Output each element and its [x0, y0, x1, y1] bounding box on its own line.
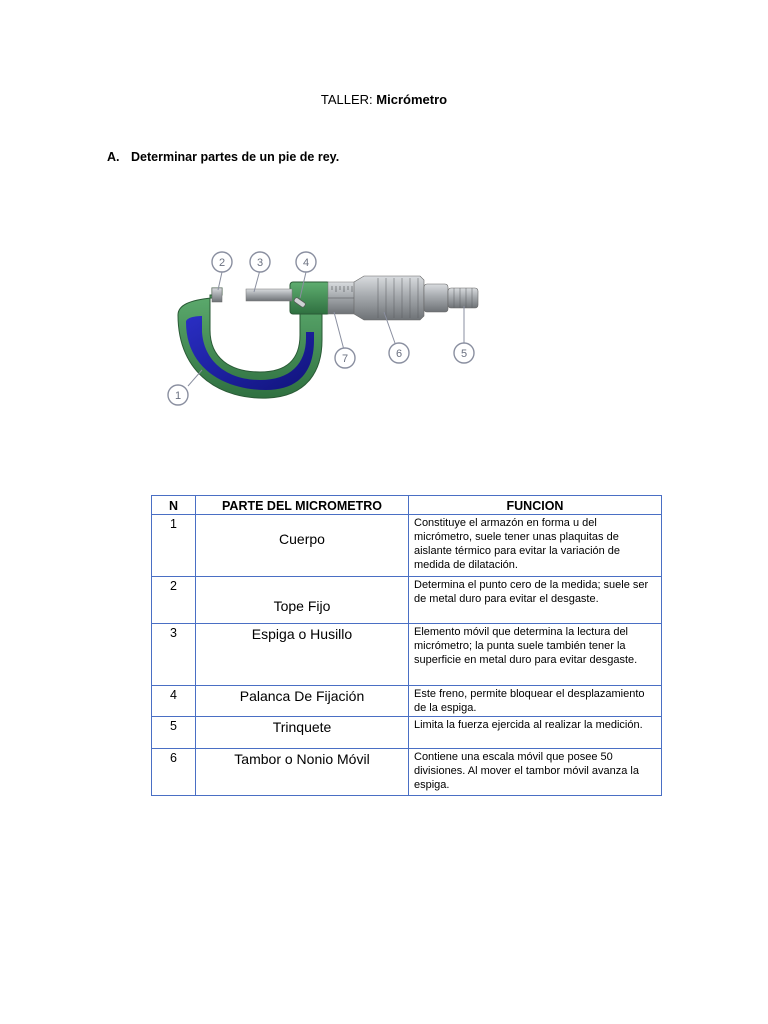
row-number: 3 — [152, 624, 196, 686]
callout-7-label: 7 — [341, 353, 349, 365]
row-part — [196, 515, 409, 577]
anvil — [212, 288, 222, 302]
callout-2 — [212, 252, 232, 272]
parts-table — [151, 495, 662, 796]
header-function: FUNCION — [409, 496, 662, 515]
row-part-label: Palanca De Fijación — [239, 688, 365, 704]
table-row — [152, 624, 662, 686]
table-row — [152, 686, 662, 717]
row-part — [196, 577, 409, 624]
header-part: PARTE DEL MICROMETRO — [196, 496, 409, 515]
row-part-label: Trinquete — [272, 719, 332, 735]
section-heading — [107, 150, 339, 164]
ratchet — [424, 284, 478, 312]
table-row — [152, 515, 662, 577]
row-part — [196, 624, 409, 686]
callout-1-label: 1 — [174, 390, 182, 402]
callout-2-label: 2 — [218, 257, 226, 269]
row-function: Elemento móvil que determina la lectura del micrómetro; la punta suele también tener la superficie en metal duro para evitar desgaste. — [409, 624, 662, 686]
row-part-label: Tope Fijo — [273, 598, 331, 614]
section-heading-text: Determinar partes de un pie de rey. — [131, 150, 340, 164]
callout-6 — [389, 343, 409, 363]
row-part — [196, 749, 409, 796]
table-row — [152, 749, 662, 796]
row-number: 1 — [152, 515, 196, 577]
callout-5 — [454, 343, 474, 363]
callout-5-label: 5 — [460, 348, 468, 360]
section-number: A. — [107, 150, 120, 164]
callout-4-label: 4 — [302, 257, 310, 269]
table-header-row — [152, 496, 662, 515]
spindle — [246, 289, 292, 301]
title-prefix: TALLER: — [320, 92, 373, 107]
row-part-label: Tambor o Nonio Móvil — [234, 751, 370, 767]
row-part — [196, 686, 409, 717]
row-function: Constituye el armazón en forma u del micrómetro, suele tener unas plaquitas de aislante térmico para evitar la variación de medida de dilatación. — [409, 515, 662, 577]
callout-1 — [168, 385, 188, 405]
row-part-label: Espiga o Husillo — [251, 626, 353, 642]
row-function: Limita la fuerza ejercida al realizar la medición. — [409, 717, 662, 749]
row-part-label: Cuerpo — [279, 531, 325, 547]
table-row — [152, 717, 662, 749]
callout-6-label: 6 — [395, 348, 403, 360]
row-number: 4 — [152, 686, 196, 717]
document-title — [0, 92, 768, 107]
row-part — [196, 717, 409, 749]
row-number: 5 — [152, 717, 196, 749]
callout-7 — [335, 348, 355, 368]
row-function: Determina el punto cero de la medida; suele ser de metal duro para evitar el desgaste. — [409, 577, 662, 624]
row-function: Contiene una escala móvil que posee 50 divisiones. Al mover el tambor móvil avanza la espiga. — [409, 749, 662, 796]
title-text: Micrómetro — [376, 92, 448, 107]
callout-4 — [296, 252, 316, 272]
callout-3 — [250, 252, 270, 272]
table-row — [152, 577, 662, 624]
row-function: Este freno, permite bloquear el desplazamiento de la espiga. — [409, 686, 662, 717]
micrometer-illustration — [150, 240, 490, 415]
sleeve — [328, 282, 356, 314]
row-number: 6 — [152, 749, 196, 796]
callout-3-label: 3 — [256, 257, 264, 269]
row-number: 2 — [152, 577, 196, 624]
header-n: N — [152, 496, 196, 515]
thimble — [354, 276, 424, 320]
